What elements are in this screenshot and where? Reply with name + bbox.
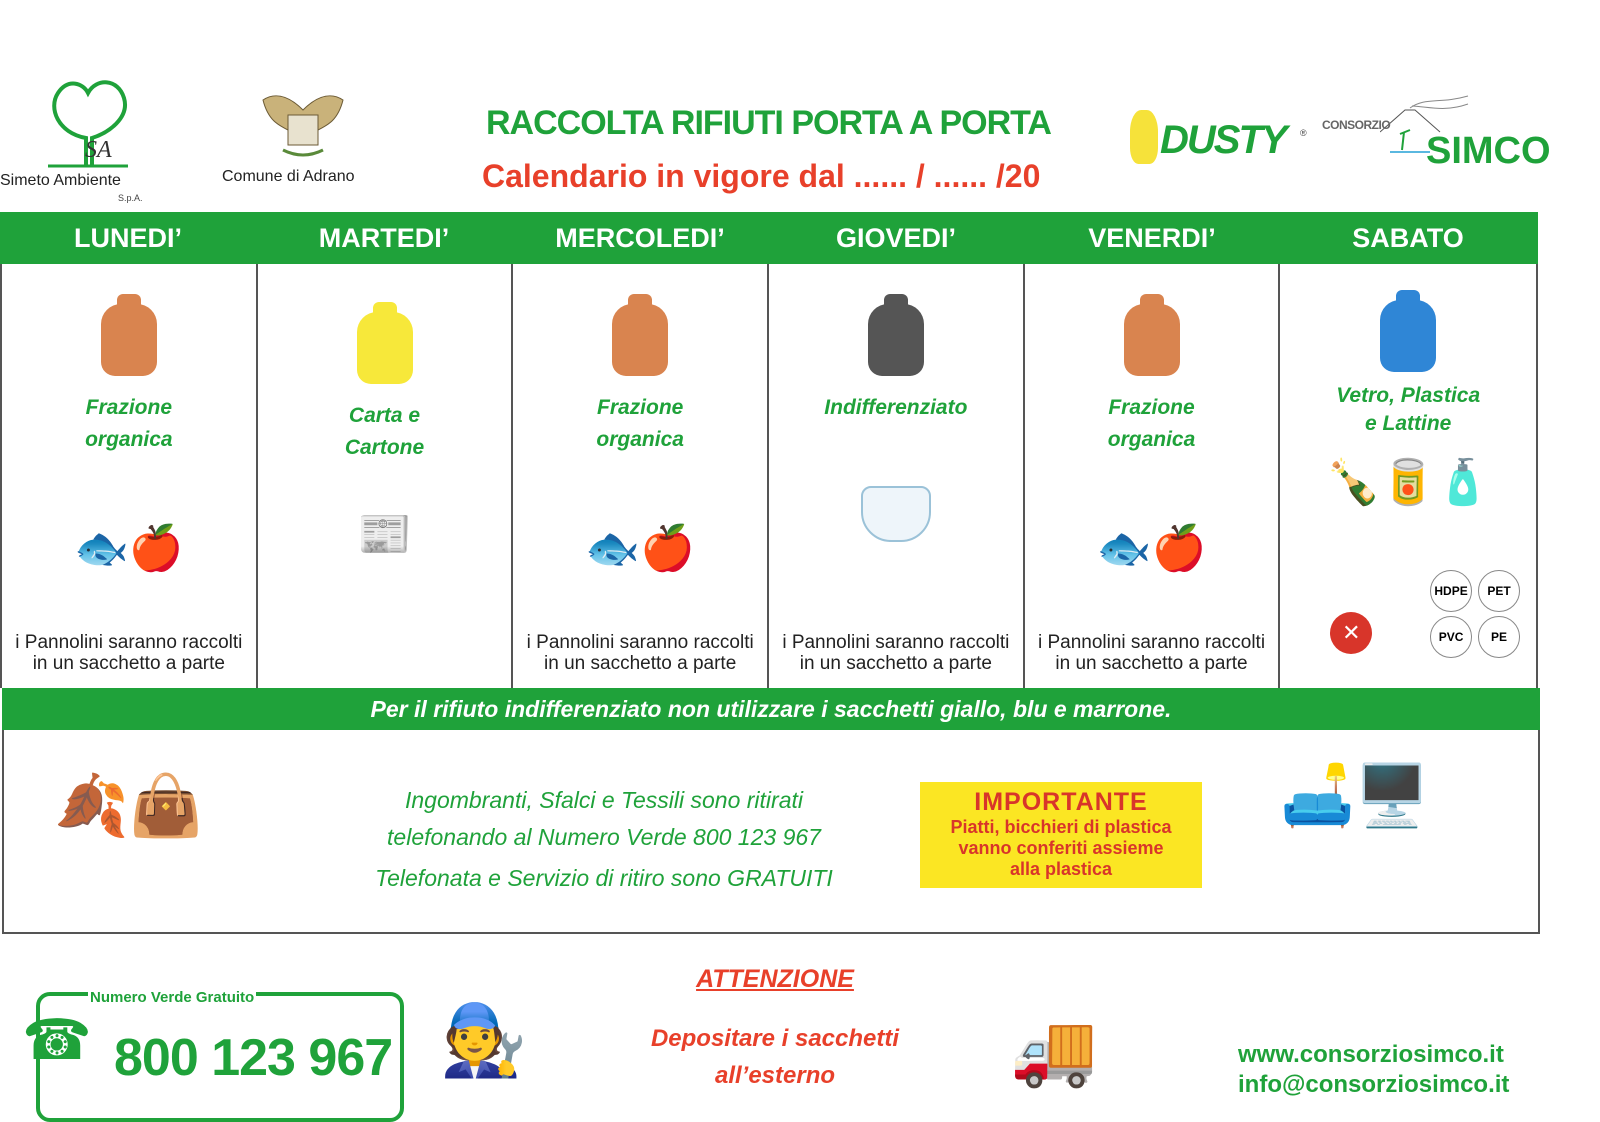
day-column-wednesday xyxy=(513,264,769,688)
attention-notice: ATTENZIONE Depositare i sacchetti all’esterno xyxy=(650,965,900,1089)
phone-icon: ☎ xyxy=(22,1008,92,1071)
sa-monogram: SA xyxy=(85,137,112,163)
day-column-monday xyxy=(2,264,258,688)
hotline-label: Numero Verde Gratuito xyxy=(90,989,255,1006)
garbage-collector-icon: 🧑‍🔧 xyxy=(440,1001,528,1079)
registered-mark: ® xyxy=(1300,128,1307,138)
day-header-wednesday: MERCOLEDI’ xyxy=(555,223,725,253)
plastic-code-pet: PET xyxy=(1478,570,1520,612)
simeto-ambiente-suffix: S.p.A. xyxy=(118,193,143,203)
comune-crest-icon xyxy=(258,80,348,160)
important-heading: IMPORTANTE xyxy=(974,788,1148,816)
contact-info xyxy=(1238,1040,1509,1100)
multimaterial-bag-icon xyxy=(1380,300,1436,372)
paper-cardboard-icon: 📰 xyxy=(357,510,412,559)
waste-type-label: Frazione organica xyxy=(1107,396,1196,451)
diaper-note: i Pannolini saranno raccolti in un sacchetto a parte xyxy=(1037,632,1266,674)
residual-warning-band: Per il rifiuto indifferenziato non utilizzare i sacchetti giallo, blu e marrone. xyxy=(2,688,1540,730)
consorzio-label: CONSORZIO xyxy=(1322,118,1391,132)
diaper-note: i Pannolini saranno raccolti in un sacchetto a parte xyxy=(15,632,243,674)
day-column-tuesday xyxy=(258,264,514,688)
day-column-saturday xyxy=(1280,264,1536,688)
organic-bag-icon xyxy=(1124,304,1180,376)
important-notice: IMPORTANTE Piatti, bicchieri di plastica vanno conferiti assieme alla plastica xyxy=(920,782,1202,888)
food-waste-icon: 🐟🍎 xyxy=(1096,524,1207,573)
waste-type-label: Frazione organica xyxy=(596,396,684,451)
collection-schedule-grid xyxy=(0,264,1538,688)
diaper-note: i Pannolini saranno raccolti in un sacchetto a parte xyxy=(782,632,1010,674)
paper-bag-icon xyxy=(357,312,413,384)
diaper-icon xyxy=(861,486,931,542)
weekday-header-band xyxy=(0,212,1538,264)
organic-bag-icon xyxy=(612,304,668,376)
day-header-tuesday: MARTEDI’ xyxy=(318,223,450,253)
bulky-waste-info: Ingombranti, Sfalci e Tessili sono ritirati telefonando al Numero Verde 800 123 967 Telefonata e Servizio di ritiro sono GRATUITI xyxy=(375,787,833,891)
simeto-ambiente-name: Simeto Ambiente xyxy=(0,172,121,189)
plastic-codes xyxy=(1430,570,1522,658)
day-header-friday: VENERDI’ xyxy=(1088,223,1216,253)
email-link[interactable]: info@consorziosimco.it xyxy=(1238,1071,1510,1098)
day-header-thursday: GIOVEDI’ xyxy=(835,223,957,253)
day-column-friday xyxy=(1025,264,1281,688)
plastic-code-hdpe: HDPE xyxy=(1430,570,1472,612)
dusty-logo-text: DUSTY xyxy=(1160,118,1286,162)
residual-bag-icon xyxy=(868,304,924,376)
plastic-code-pvc: PVC xyxy=(1430,616,1472,658)
waste-type-label: Indifferenziato xyxy=(824,396,968,419)
day-header-monday: LUNEDI’ xyxy=(74,223,182,253)
comune-name: Comune di Adrano xyxy=(222,168,355,185)
garbage-truck-icon: 🚚 xyxy=(1010,1011,1098,1089)
dusty-mascot-icon xyxy=(1130,110,1158,164)
waste-type-label: Carta e Cartone xyxy=(344,404,425,459)
waste-type-label: Frazione organica xyxy=(85,396,173,451)
waste-type-label: Vetro, Plastica e Lattine xyxy=(1336,384,1481,435)
glass-plastic-cans-icon: 🍾🥫🧴 xyxy=(1326,458,1491,507)
plastic-code-pe: PE xyxy=(1478,616,1520,658)
page-title: RACCOLTA RIFIUTI PORTA A PORTA xyxy=(486,104,1051,142)
organic-bag-icon xyxy=(101,304,157,376)
simco-logo-text: SIMCO xyxy=(1426,130,1551,172)
day-column-thursday xyxy=(769,264,1025,688)
furniture-appliances-icon: 🛋️🖥️ xyxy=(1280,762,1430,829)
hotline-number[interactable]: 800 123 967 xyxy=(114,1029,393,1087)
diaper-note: i Pannolini saranno raccolti in un sacchetto a parte xyxy=(526,632,754,674)
page-subtitle: Calendario in vigore dal ...... / ...... /20 xyxy=(482,158,1041,194)
food-waste-icon: 🐟🍎 xyxy=(585,524,695,573)
no-lightbulb-icon: ✕ xyxy=(1330,612,1372,654)
day-header-saturday: SABATO xyxy=(1352,223,1464,253)
garden-textile-waste-icon: 🍂👜 xyxy=(54,772,204,839)
food-waste-icon: 🐟🍎 xyxy=(74,524,184,573)
bulky-waste-section xyxy=(2,730,1540,934)
website-link[interactable]: www.consorziosimco.it xyxy=(1238,1041,1504,1068)
dusty-logo xyxy=(1130,110,1286,164)
